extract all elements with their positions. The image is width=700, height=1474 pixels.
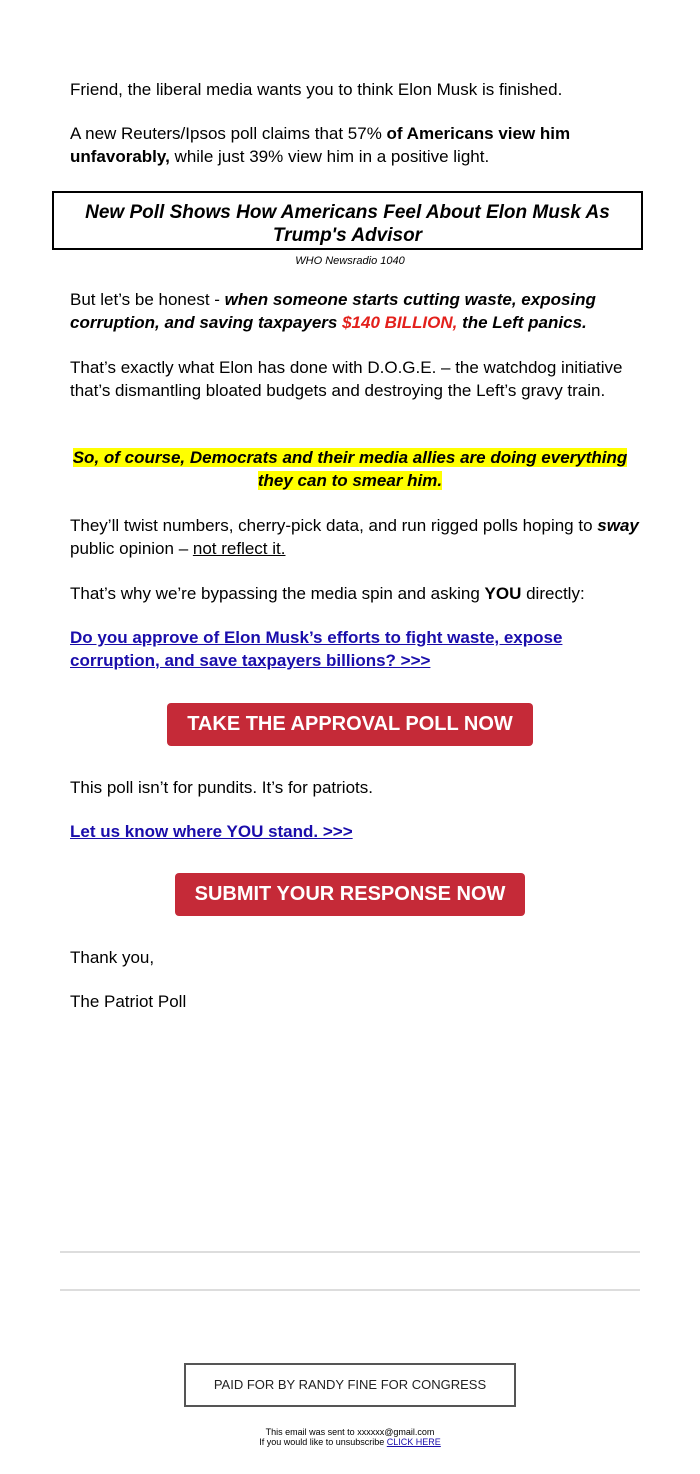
thanks-text: Thank you,: [70, 948, 155, 967]
article-source-caption: WHO Newsradio 1040: [295, 255, 405, 267]
where-you-stand-link[interactable]: Let us know where YOU stand. >>>: [70, 822, 353, 841]
unsubscribe-prefix: If you would like to unsubscribe: [259, 1437, 387, 1447]
question-paragraph: [70, 626, 642, 672]
honest-text-a: But let’s be honest -: [70, 290, 225, 309]
patriots-paragraph: [70, 776, 642, 799]
thanks-line: [70, 946, 642, 969]
twist-paragraph: [70, 514, 642, 560]
intro-text: Friend, the liberal media wants you to think Elon Musk is finished.: [70, 80, 563, 99]
paid-for-disclaimer: [184, 1363, 516, 1407]
footer-divider-bottom: [60, 1289, 640, 1291]
twist-text-a: They’ll twist numbers, cherry-pick data, and run rigged polls hoping to: [70, 516, 598, 535]
honest-paragraph: [70, 288, 642, 334]
stand-paragraph: [70, 820, 642, 843]
ask-text-b: directly:: [521, 584, 585, 603]
submit-response-button[interactable]: SUBMIT YOUR RESPONSE NOW: [175, 873, 525, 916]
poll-stats-paragraph: [70, 122, 642, 168]
honest-text-b: when someone starts cutting waste, exposing corruption, and saving taxpayers: [70, 290, 596, 332]
poll-stats-text-a: A new Reuters/Ipsos poll claims that 57%: [70, 124, 387, 143]
article-headline-image: [52, 191, 643, 250]
approval-question-link[interactable]: Do you approve of Elon Musk’s efforts to fight waste, expose corruption, and save taxpayers billions? >>>: [70, 628, 563, 670]
doge-paragraph: [70, 356, 642, 402]
sent-to-line: This email was sent to xxxxxx@gmail.com: [265, 1427, 435, 1437]
patriots-text: This poll isn’t for pundits. It’s for patriots.: [70, 778, 373, 797]
footer-divider-top: [60, 1251, 640, 1253]
poll-stats-bold: of Americans view him unfavorably,: [70, 124, 571, 166]
twist-text-b: public opinion –: [70, 539, 193, 558]
highlighted-text: So, of course, Democrats and their media allies are doing everything they can to smear him.: [72, 448, 628, 490]
ask-you: YOU: [484, 584, 522, 603]
signature-line: [70, 990, 642, 1013]
poll-stats-text-c: while just 39% view him in a positive light.: [169, 147, 490, 166]
ask-paragraph: [70, 582, 642, 605]
article-headline: New Poll Shows How Americans Feel About Elon Musk As Trump's Advisor: [85, 202, 610, 246]
highlighted-statement: [70, 446, 630, 492]
doge-text: That’s exactly what Elon has done with D.O.G.E. – the watchdog initiative that’s dismantling bloated budgets and destroying the Left’s gravy train.: [70, 358, 623, 400]
twist-sway: sway: [597, 516, 639, 535]
honest-text-c: the Left panics.: [457, 313, 587, 332]
ask-text-a: That’s why we’re bypassing the media spin and asking: [70, 584, 485, 603]
paid-for-text: PAID FOR BY RANDY FINE FOR CONGRESS: [213, 1377, 487, 1392]
unsubscribe-line: [0, 1437, 700, 1447]
twist-underline: not reflect it.: [192, 539, 286, 558]
intro-line: [70, 78, 642, 101]
unsubscribe-link[interactable]: CLICK HERE: [386, 1437, 441, 1447]
email-footer: [0, 1427, 700, 1447]
take-poll-button[interactable]: TAKE THE APPROVAL POLL NOW: [167, 703, 533, 746]
savings-amount: $140 BILLION,: [342, 313, 458, 332]
signature-text: The Patriot Poll: [70, 992, 187, 1011]
